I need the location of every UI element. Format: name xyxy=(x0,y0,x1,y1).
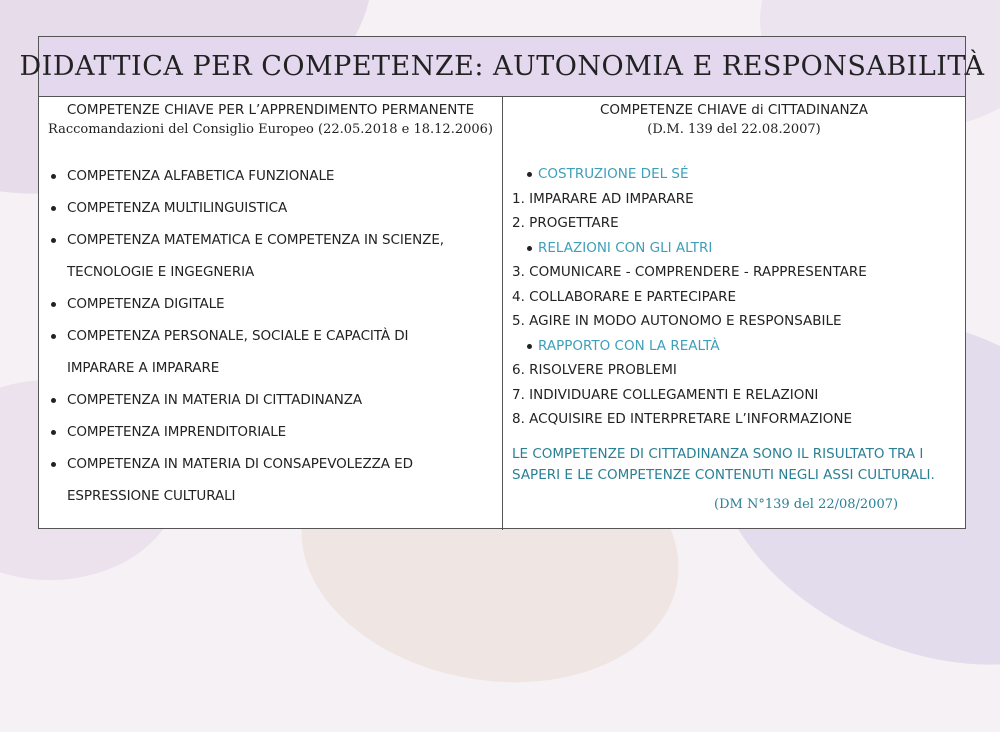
slide-table xyxy=(19,36,985,529)
bullet-icon xyxy=(51,206,56,211)
list-item xyxy=(39,320,503,384)
bullet-icon xyxy=(51,302,56,307)
bullet-icon xyxy=(51,174,56,179)
left-column xyxy=(39,97,503,530)
list-item-text: COMPETENZA PERSONALE, SOCIALE E CAPACITÀ DI xyxy=(67,328,409,344)
list-item-text: COMPETENZA IN MATERIA DI CITTADINANZA xyxy=(67,392,363,408)
list-item-text: COMPETENZA DIGITALE xyxy=(67,296,225,312)
bullet-icon xyxy=(51,398,56,403)
title-bar xyxy=(19,37,985,97)
right-competence-list xyxy=(512,162,952,432)
list-item: 7. INDIVIDUARE COLLEGAMENTI E RELAZIONI xyxy=(512,386,819,403)
right-subheading: (D.M. 139 del 22.08.2007) xyxy=(647,122,821,137)
slide-title: DIDATTICA PER COMPETENZE: AUTONOMIA E RESPONSABILITÀ xyxy=(19,51,985,82)
category-label: RELAZIONI CON GLI ALTRI xyxy=(538,239,713,256)
list-item: 3. COMUNICARE - COMPRENDERE - RAPPRESENTARE xyxy=(512,264,867,280)
list-item-text: ESPRESSIONE CULTURALI xyxy=(67,488,236,504)
list-item-text: IMPARARE A IMPARARE xyxy=(67,360,220,376)
list-item xyxy=(512,236,952,261)
list-item-text: COMPETENZA MATEMATICA E COMPETENZA IN SCIENZE, xyxy=(67,232,444,248)
bullet-icon xyxy=(527,246,532,251)
bullet-icon xyxy=(51,238,56,243)
right-column xyxy=(503,97,965,530)
list-item: 4. COLLABORARE E PARTECIPARE xyxy=(512,288,737,305)
left-heading: COMPETENZE CHIAVE PER L’APPRENDIMENTO PERMANENTE xyxy=(66,102,475,118)
right-heading-block xyxy=(503,97,965,140)
list-item: 1. IMPARARE AD IMPARARE xyxy=(512,190,694,207)
list-item-text: COMPETENZA ALFABETICA FUNZIONALE xyxy=(67,168,335,184)
list-item xyxy=(39,192,503,224)
bullet-icon xyxy=(527,172,532,177)
list-item: 2. PROGETTARE xyxy=(512,215,619,231)
list-item-text: COMPETENZA IMPRENDITORIALE xyxy=(67,424,287,440)
columns xyxy=(39,97,965,530)
list-item xyxy=(39,416,503,448)
list-item: 5. AGIRE IN MODO AUTONOMO E RESPONSABILE xyxy=(512,313,842,329)
list-item xyxy=(39,224,503,288)
list-item-text: COMPETENZA IN MATERIA DI CONSAPEVOLEZZA ED xyxy=(67,456,413,472)
list-item-text: COMPETENZA MULTILINGUISTICA xyxy=(67,200,288,216)
right-heading: COMPETENZE CHIAVE di CITTADINANZA xyxy=(599,102,869,118)
list-item xyxy=(512,334,952,359)
bullet-icon xyxy=(51,430,56,435)
list-item: 6. RISOLVERE PROBLEMI xyxy=(512,362,677,378)
list-item xyxy=(39,160,503,192)
bullet-icon xyxy=(527,344,532,349)
list-item-text: TECNOLOGIE E INGEGNERIA xyxy=(67,264,255,280)
bullet-icon xyxy=(51,462,56,467)
category-label: COSTRUZIONE DEL SÉ xyxy=(538,166,689,182)
list-item: 8. ACQUISIRE ED INTERPRETARE L’INFORMAZIONE xyxy=(512,411,853,427)
category-label: RAPPORTO CON LA REALTÀ xyxy=(538,337,720,354)
citizenship-note: LE COMPETENZE DI CITTADINANZA SONO IL RISULTATO TRA I SAPERI E LE COMPETENZE CONTENUTI NEGLI ASSI CULTURALI. xyxy=(512,446,935,483)
left-subheading: Raccomandazioni del Consiglio Europeo (22.05.2018 e 18.12.2006) xyxy=(48,122,493,137)
bullet-icon xyxy=(51,334,56,339)
list-item xyxy=(39,448,503,512)
note-reference: (DM N°139 del 22/08/2007) xyxy=(714,497,899,512)
list-item xyxy=(39,384,503,416)
list-item xyxy=(39,288,503,320)
list-item xyxy=(512,162,952,187)
left-heading-block xyxy=(39,97,502,140)
left-competence-list xyxy=(39,160,503,512)
